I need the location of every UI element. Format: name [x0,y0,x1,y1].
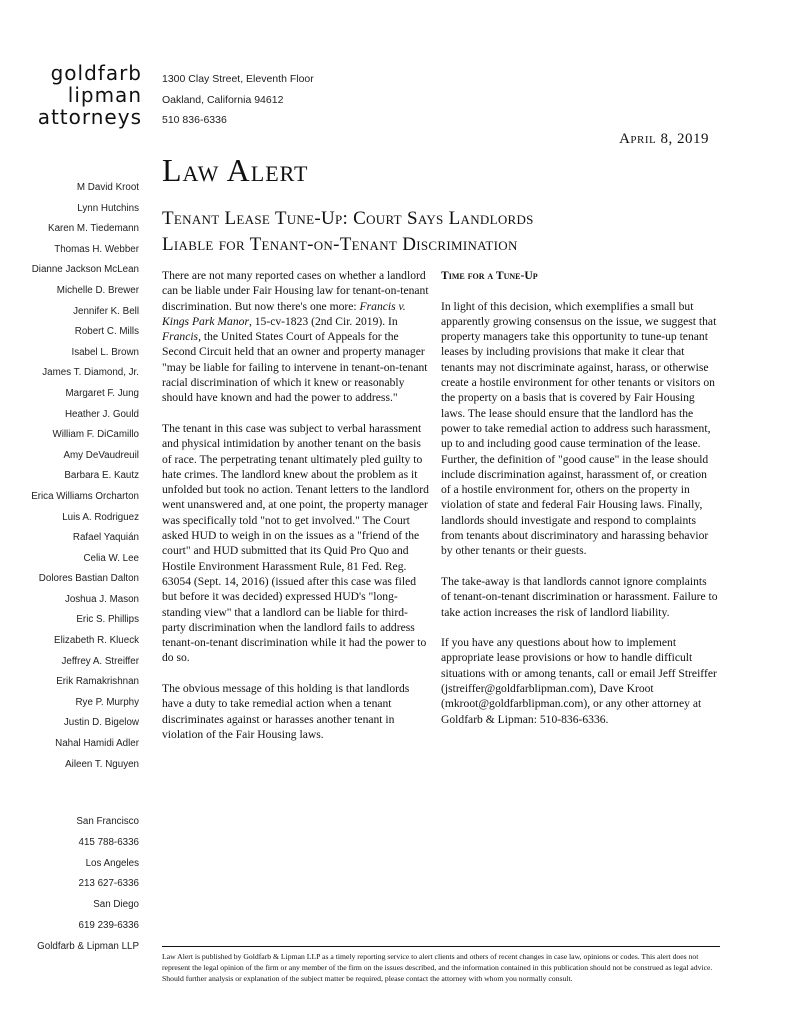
attorney-name: Dolores Bastian Dalton [38,573,139,585]
attorney-name: Erica Williams Orcharton [31,490,139,502]
text: , the United States Court of Appeals for the Second Circuit held that an owner and property manager "may be liable for failing to intervene in tenant-on-tenant racial discrimination of which it knew or reasonably should have known and had the power to address." [162,330,428,405]
attorney-name: Luis A. Rodriguez [62,511,139,523]
footer-divider [162,946,720,947]
attorney-name: Joshua J. Mason [64,593,139,605]
attorney-list [0,178,139,775]
office-line: 619 239-6336 [78,919,139,931]
firm-address [162,69,314,131]
attorney-name: Karen M. Tiedemann [48,223,139,235]
paragraph: The take-away is that landlords cannot ignore complaints of tenant-on-tenant discrimination or harassment. Failure to take action increases the risk of landlord liability. [441,574,718,619]
section-heading: Time for a Tune-Up [441,269,538,282]
text: There are not many reported cases on whether a landlord can be liable under Fair Housing law for tenant-on-tenant discrimination. But now there's one more: [162,269,429,313]
case-name: Francis [162,330,199,344]
attorney-name: Dianne Jackson McLean [31,264,139,276]
attorney-name: Heather J. Gould [64,408,139,420]
attorney-name: Margaret F. Jung [65,387,139,399]
headline-line: Tenant Lease Tune-Up: Court Says Landlords [162,208,534,229]
right-column [441,268,719,742]
logo-line: attorneys [37,105,142,129]
left-column [162,268,430,758]
text: , 15-cv-1823 (2nd Cir. 2019). In [248,314,398,328]
attorney-name: Jeffrey A. Streiffer [61,655,139,667]
article-headline [162,206,722,258]
address-line: 1300 Clay Street, Eleventh Floor [162,73,314,85]
attorney-name: James T. Diamond, Jr. [42,367,139,379]
attorney-name: Lynn Hutchins [77,202,139,214]
attorney-name: Rafael Yaquián [72,532,139,544]
paragraph [162,268,430,406]
office-line: Los Angeles [85,857,139,869]
office-list [0,812,139,958]
attorney-name: Justin D. Bigelow [63,717,139,729]
attorney-name: Robert C. Mills [74,326,139,338]
paragraph: If you have any questions about how to implement appropriate lease provisions or how to handle difficult situations with or among tenants, call or email Jeff Streiffer (jstreiffer@goldfarblipman.com), Dave Kroot (mkroot@goldfarblipman.com), or any other attorney at Goldfarb & Lipman: 510-836-6336. [441,636,717,726]
attorney-name: Thomas H. Webber [54,243,139,255]
logo-line: goldfarb [50,61,142,85]
attorney-name: Eric S. Phillips [76,614,139,626]
attorney-name: Isabel L. Brown [71,346,139,358]
publication-date: April 8, 2019 [619,131,709,147]
address-line: Oakland, California 94612 [162,93,284,106]
attorney-name: Jennifer K. Bell [73,305,139,317]
attorney-name: Aileen T. Nguyen [65,758,139,770]
firm-logo [18,62,142,128]
office-line: 415 788-6336 [78,836,139,848]
attorney-name: Rye P. Murphy [75,696,139,708]
paragraph: In light of this decision, which exemplifies a small but apparently growing consensus on the issue, we suggest that property managers take this opportunity to tune-up tenant leases by including provisions that make it clear that tenants may not discriminate against, harass, or otherwise create a hostile environment for other tenants or visitors on the property on a basis that is covered by Fair Housing laws. The lease should ensure that the landlord has the power to take remedial action to address such harassment, up to and including good cause termination of the lease. Further, the definition of "good cause" in the lease should include discrimination against, harassment of, or creation of a hostile environment for, others on the property in violation of state and federal Fair Housing laws. Finally, landlords should investigate and respond to complaints from tenants about discriminatory and harassing behavior by other tenants or their guests. [441,299,717,558]
attorney-name: Nahal Hamidi Adler [55,738,139,750]
headline-line: Liable for Tenant-on-Tenant Discrimination [162,234,518,255]
address-line: 510 836-6336 [162,114,227,126]
office-line: San Francisco [76,816,139,827]
attorney-name: William F. DiCamillo [52,429,139,441]
paragraph: The obvious message of this holding is that landlords have a duty to take remedial action when a tenant discriminates against or harasses another tenant in violation of the Fair Housing laws. [162,682,410,741]
attorney-name: Elizabeth R. Klueck [54,635,139,647]
attorney-name: Barbara E. Kautz [64,470,139,482]
attorney-name: Erik Ramakrishnan [56,676,139,688]
office-line: 213 627-6336 [78,878,139,890]
case-name: Francis v. Kings Park Manor [162,299,406,328]
paragraph: The tenant in this case was subject to verbal harassment and physical intimidation by another tenant on the basis of race. The perpetrating tenant ultimately pled guilty to hate crimes. The landlord knew about the problem as it unfolded but took no action. Tenant letters to the landlord went unanswered and, at one point, the property manager was specifically told "not to get involved." The Court asked HUD to weigh in on the issues as a "friend of the court" and HUD submitted that its Quid Pro Quo and Hostile Environment Harassment Rule, 81 Fed. Reg. 63054 (Sept. 14, 2016) (issued after this case was filed but before it was decided) expressed HUD's "long-standing view" that a landlord can be liable for third-party discrimination when the landlord fails to address tenant-on-tenant discrimination while it had the power to do so. [162,421,429,665]
publication-title: Law Alert [162,152,309,188]
attorney-name: M David Kroot [76,182,139,193]
office-line: Goldfarb & Lipman LLP [37,940,139,952]
attorney-name: Michelle D. Brewer [56,284,139,296]
attorney-name: Amy DeVaudreuil [63,449,139,461]
logo-line: lipman [67,83,142,107]
office-line: San Diego [93,899,139,911]
footer-disclaimer: Law Alert is published by Goldfarb & Lipman LLP as a timely reporting service to alert clients and others of recent changes in case law, opinions or codes. This alert does not represent the legal opinion of the firm or any member of the firm on the issues described, and the information contained in this publication should not be construed as legal advice. Should further analysis or explanation of the subject matter be required, please contact the attorney with whom you normally consult. [162,952,713,984]
attorney-name: Celia W. Lee [83,552,139,564]
